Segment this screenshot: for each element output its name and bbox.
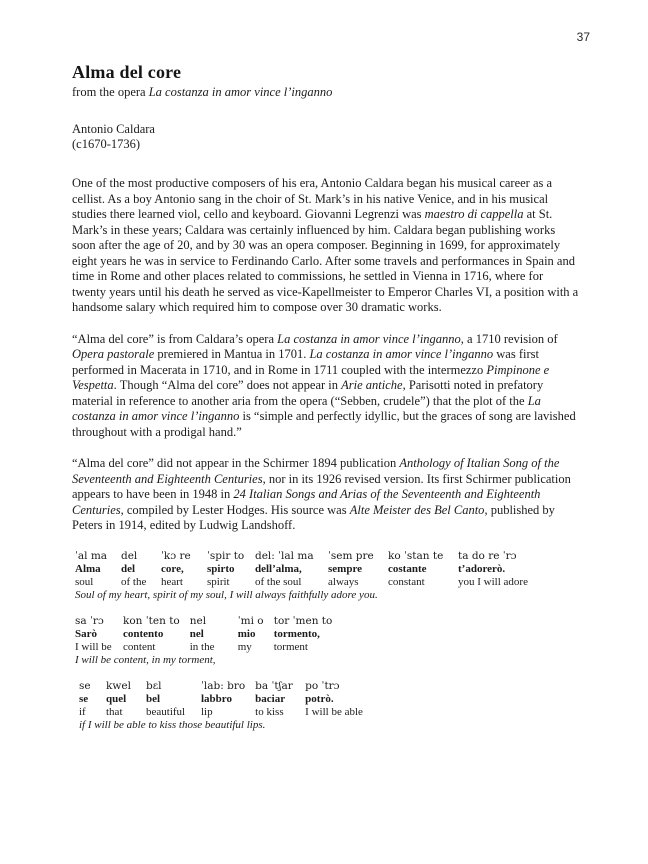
ipa-line: ˈsem pre	[328, 549, 374, 562]
ipa-line: ta do re ˈrɔ	[458, 549, 517, 562]
gloss-line: beautiful	[146, 705, 186, 718]
word-column	[305, 680, 373, 719]
ipa-line: ˈspir to	[207, 549, 245, 562]
italian-line: core,	[161, 562, 184, 575]
gloss-line: soul	[75, 575, 94, 588]
gloss-line: to kiss	[255, 705, 284, 718]
italian-line: nel	[189, 627, 204, 640]
italic-text-segment: maestro di cappella	[424, 207, 524, 221]
gloss-line: if	[79, 705, 86, 718]
word-column	[274, 615, 343, 654]
text-segment: , a 1710 revision of	[460, 331, 558, 346]
paragraph	[72, 332, 580, 441]
stanza-2	[75, 615, 580, 667]
italian-line: baciar	[255, 692, 286, 705]
gloss-line: you I will adore	[458, 575, 528, 588]
ipa-line: ˈal ma	[75, 549, 108, 562]
word-column	[238, 615, 274, 654]
ipa-line: ˈlab: bro	[201, 679, 246, 692]
word-column	[255, 550, 328, 589]
italian-line: potrò.	[305, 692, 334, 705]
word-column	[123, 615, 190, 654]
word-column	[121, 550, 161, 589]
gloss-line: always	[328, 575, 359, 588]
ipa-line: se	[79, 679, 91, 692]
body-paragraphs	[72, 176, 580, 534]
song-subtitle	[72, 85, 580, 100]
ipa-line: sa ˈrɔ	[75, 614, 104, 627]
gloss-line: of the soul	[255, 575, 302, 588]
gloss-line: content	[123, 640, 156, 653]
italic-text-segment: La costanza in amor vince l’inganno	[277, 331, 461, 346]
composer-dates: (c1670-1736)	[72, 137, 141, 151]
gloss-line: torment	[273, 640, 308, 653]
italian-line: contento	[123, 627, 164, 640]
italian-line: spirto	[207, 562, 235, 575]
gloss-line: I will be	[75, 640, 112, 653]
text-segment: , compiled by Lester Hodges. His source was	[120, 502, 350, 517]
song-title: Alma del core	[72, 62, 182, 82]
composer-name: Antonio Caldara	[72, 122, 155, 136]
word-table	[75, 550, 580, 589]
ipa-line: kwel	[106, 679, 131, 692]
text-segment: One of the most productive composers of his era, Antonio Caldara began his musical career as a cellist. As a boy Antonio sang in the choir of St. Mark’s in his native Venice, and in his musical studies there learned viol, cello and keyboard. Giovanni Legrenzi was	[72, 176, 553, 221]
page-number: 37	[576, 30, 590, 44]
text-segment: was first performed in Macerata in 1710, and in Rome in 1711 coupled with the intermezzo	[72, 347, 539, 377]
subtitle-opera-title: La costanza in amor vince l’inganno	[148, 85, 333, 99]
ipa-line: kon ˈten to	[123, 614, 180, 627]
italic-text-segment: Anthology of Italian Song of the Seventeenth and Eighteenth Centuries	[72, 456, 560, 486]
gloss-line: I will be able	[305, 705, 363, 718]
italian-line: del	[121, 562, 136, 575]
italian-line: sempre	[328, 562, 363, 575]
ipa-translation-tables	[75, 550, 580, 732]
italian-line: Sarò	[75, 627, 97, 640]
word-table	[79, 680, 580, 719]
italic-text-segment: 24 Italian Songs and Arias of the Seventeenth and Eighteenth Centuries	[72, 487, 541, 517]
translation-line: I will be content, in my torment,	[75, 653, 216, 666]
word-column	[255, 680, 305, 719]
italian-line: se	[79, 692, 89, 705]
gloss-line: my	[237, 640, 252, 653]
italic-text-segment: La costanza in amor vince l’inganno	[309, 347, 494, 361]
ipa-line: ko ˈstan te	[388, 549, 444, 562]
italian-line: dell’alma,	[255, 562, 302, 575]
word-column	[79, 680, 106, 719]
italic-text-segment: Opera pastorale	[72, 347, 155, 361]
word-column	[146, 680, 201, 719]
italian-line: Alma	[75, 562, 101, 575]
gloss-line: spirit	[207, 575, 230, 588]
word-column	[207, 550, 255, 589]
ipa-line: nel	[189, 614, 207, 627]
paragraph	[72, 456, 580, 534]
word-column	[106, 680, 146, 719]
text-segment: . Though “Alma del core” does not appear in	[113, 378, 342, 392]
italian-line: costante	[388, 562, 427, 575]
composer-block	[72, 122, 580, 152]
word-column	[75, 615, 123, 654]
paragraph	[72, 176, 580, 316]
text-segment: “Alma del core” is from Caldara’s opera	[72, 331, 278, 346]
ipa-line: ˈmi o	[237, 614, 264, 627]
italian-line: mio	[237, 627, 256, 640]
ipa-line: ˈkɔ re	[161, 549, 191, 562]
ipa-line: del: ˈlal ma	[255, 549, 314, 562]
text-segment: “Alma del core” did not appear in the Schirmer 1894 publication	[72, 456, 400, 470]
gloss-line: of the	[121, 575, 147, 588]
italic-text-segment: La costanza in amor vince l’inganno	[72, 393, 541, 423]
text-segment: premiered in Mantua in 1701.	[154, 347, 310, 361]
word-table	[75, 615, 580, 654]
italian-line: tormento,	[273, 627, 320, 640]
translation-line: Soul of my heart, spirit of my soul, I will always faithfully adore you.	[75, 588, 378, 601]
stanza-1	[75, 550, 580, 602]
gloss-line: constant	[388, 575, 425, 588]
subtitle-prefix: from the opera	[72, 85, 149, 99]
italian-line: t’adorerò.	[458, 562, 506, 575]
page-content	[72, 62, 580, 745]
word-column	[388, 550, 458, 589]
word-column	[201, 680, 255, 719]
word-column	[458, 550, 538, 589]
text-segment: , Parisotti noted in prefatory material in reference to another aria from the opera (“Sebben, crudele”) that the plot of the	[72, 378, 544, 408]
italic-text-segment: Alte Meister des Bel Canto	[349, 502, 485, 517]
gloss-line: heart	[161, 575, 183, 588]
italic-text-segment: Arie antiche	[341, 378, 403, 392]
italian-line: labbro	[201, 692, 232, 705]
stanza-3	[79, 680, 580, 732]
text-segment: , published by Peters in 1914, edited by Ludwig Landshoff.	[72, 502, 555, 532]
ipa-line: ba ˈtʃar	[255, 679, 293, 692]
ipa-line: po ˈtrɔ	[305, 679, 340, 692]
text-segment: is “simple and perfectly idyllic, but the graces of song are lavished throughout with a prodigal hand.”	[72, 409, 576, 439]
word-column	[328, 550, 388, 589]
text-segment: , nor in its 1926 revised version. Its first Schirmer publication appears to have been in 1948 in	[72, 471, 571, 501]
ipa-line: del	[121, 549, 138, 562]
gloss-line: lip	[201, 705, 213, 718]
ipa-line: bɛl	[146, 679, 162, 692]
word-column	[75, 550, 121, 589]
word-column	[161, 550, 207, 589]
italian-line: bel	[146, 692, 161, 705]
gloss-line: that	[106, 705, 123, 718]
italic-text-segment: Pimpinone e Vespetta	[72, 362, 550, 392]
word-column	[190, 615, 238, 654]
ipa-line: tor ˈmen to	[273, 614, 333, 627]
text-segment: at St. Mark’s in these years; Caldara was certainly influenced by him. Caldara began publishing works soon after the age of 20, and by 30 was an opera composer. Beginning in 1699, for approximately eight years he was in service to Ferdinando Carlo. After some travels and performances in Spain and time in Rome and other places related to commissions, he settled in Vienna in 1716, where for twenty years until his death he served as vice-Kapellmeister to Emperor Charles VI, a position with a handsome salary which required him to compose over 30 dramatic works.	[72, 207, 579, 314]
translation-line: if I will be able to kiss those beautiful lips.	[79, 718, 266, 731]
gloss-line: in the	[189, 640, 215, 653]
italian-line: quel	[106, 692, 127, 705]
